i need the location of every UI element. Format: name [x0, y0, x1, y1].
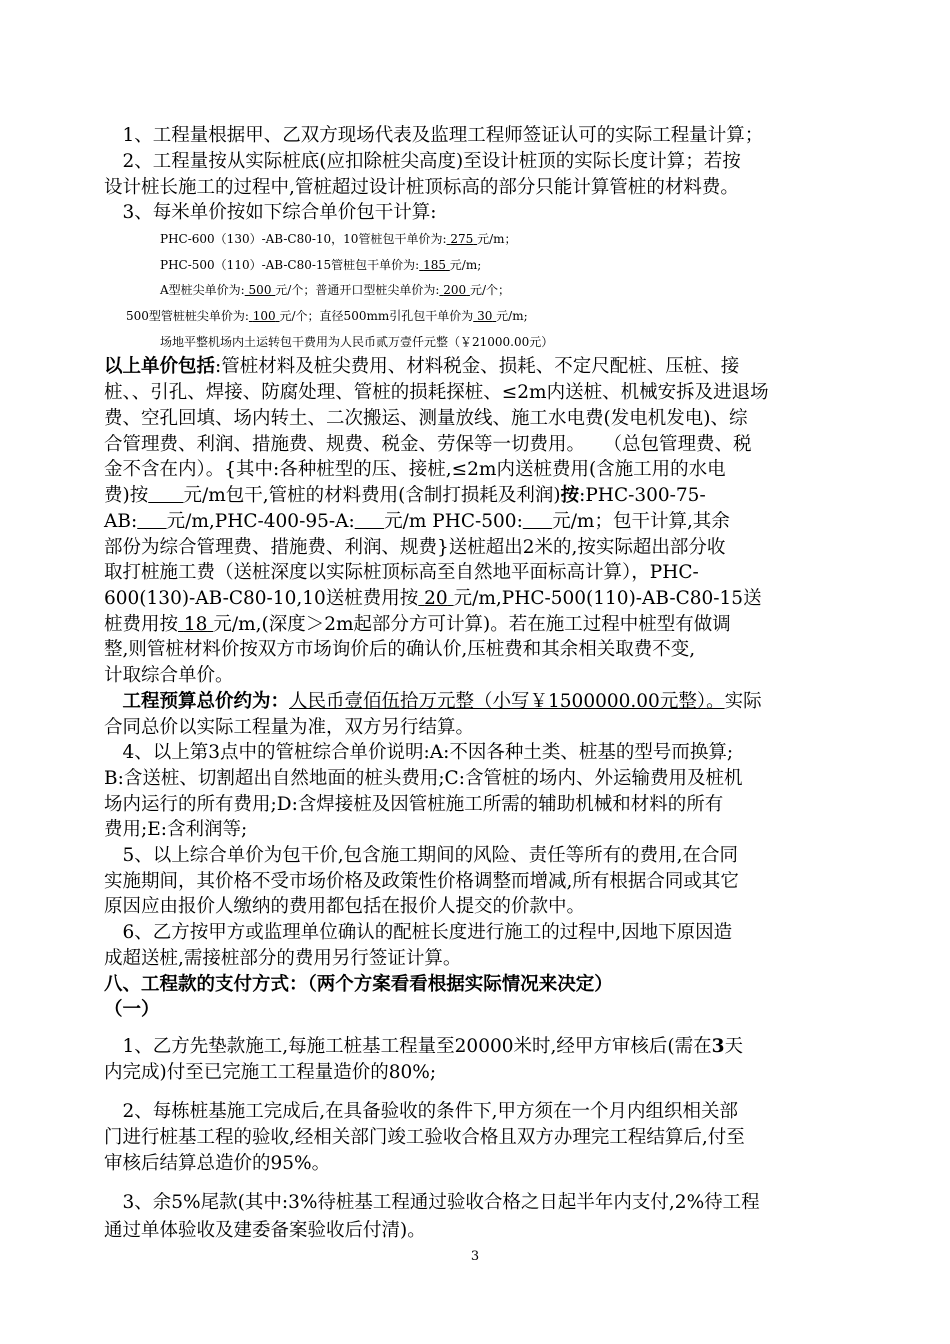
clause-4-d: 费用;E:含利润等;: [104, 819, 248, 840]
clause-6-b: 成超送桩,需接桩部分的费用另行签证计算。: [104, 948, 462, 969]
payment-1: 1、乙方先垫款施工,每施工桩基工程量至20000米时,经甲方审核后(需在3天: [104, 1036, 743, 1057]
price-includes-8: 部份为综合管理费、措施费、利润、规费}送桩超出2米的,按实际超出部分收: [104, 537, 726, 558]
payment-2: 2、每栋桩基施工完成后,在具备验收的条件下,甲方须在一个月内组织相关部: [104, 1101, 739, 1122]
value-phc600: 275: [450, 232, 474, 246]
clause-6: 6、乙方按甲方或监理单位确认的配桩长度进行施工的过程中,因地下原因造: [104, 922, 733, 943]
blank-field: [523, 511, 552, 532]
price-includes-2: 桩、、引孔、焊接、防腐处理、管桩的损耗探桩、≤2m内送桩、机械安拆及进退场: [104, 382, 769, 403]
blank-field: [148, 485, 183, 506]
clause-2: 2、工程量按从实际桩底(应扣除桩尖高度)至设计桩顶的实际长度计算；若按: [104, 151, 741, 172]
value-tip-a: 500: [248, 283, 272, 297]
payment-3-cont: 通过单体验收及建委备案验收后付清)。: [104, 1220, 426, 1241]
value-extra-pile-500: 18: [183, 614, 208, 635]
price-includes-4: 合管理费、利润、措施费、规费、税金、劳保等一切费用。 （总包管理费、税: [104, 434, 752, 455]
blank-field: [355, 511, 384, 532]
plan-one-heading: （一）: [104, 999, 160, 1020]
payment-2-b: 门进行桩基工程的验收,经相关部门竣工验收合格且双方办理完工程结算后,付至: [104, 1127, 745, 1148]
payment-3: 3、余5%尾款(其中:3%待桩基工程通过验收合格之日起半年内支付,2%待工程: [104, 1192, 760, 1213]
price-includes: 以上单价包括:管桩材料及桩尖费用、材料税金、损耗、不定尺配桩、压桩、接: [104, 356, 740, 377]
price-includes-11: 桩费用按 18 元/m,(深度＞2m起部分方可计算)。若在施工过程中桩型有做调: [104, 614, 731, 635]
price-includes-5: 金不含在内）。{其中:各种桩型的压、接桩,≤2m内送桩费用(含施工用的水电: [104, 459, 726, 480]
price-includes-3: 费、空孔回填、场内转土、二次搬运、测量放线、施工水电费(发电机发电)、综: [104, 408, 748, 429]
payment-2-c: 审核后结算总造价的95%。: [104, 1153, 331, 1174]
clause-5-c: 原因应由报价人缴纳的费用都包括在报价人提交的价款中。: [104, 896, 586, 917]
blank-field: [137, 511, 166, 532]
value-pre-hole: 30: [477, 309, 493, 323]
total-budget: 工程预算总价约为：人民币壹佰伍拾万元整（小写￥1500000.00元整）。实际: [104, 691, 762, 712]
value-extra-pile-600: 20: [424, 588, 448, 609]
total-budget-cont: 合同总价以实际工程量为准，双方另行结算。: [104, 717, 475, 738]
clause-1: 1、工程量根据甲、乙双方现场代表及监理工程师签证认可的实际工程量计算；: [104, 125, 764, 146]
site-leveling-fee: 场地平整机场内土运转包干费用为人民币贰万壹仟元整（￥21000.00元）: [160, 335, 554, 349]
value-tip-open: 200: [443, 283, 467, 297]
price-phc600: PHC-600（130）-AB-C80-10，10管桩包干单价为: 275 元/m；: [160, 232, 517, 246]
price-pile-tip-500: 500型管桩桩尖单价为: 100 元/个；直径500mm引孔包干单价为 30 元/m;: [126, 309, 528, 323]
clause-5: 5、以上综合单价为包干价,包含施工期间的风险、责任等所有的费用,在合同: [104, 845, 739, 866]
clause-5-b: 实施期间，其价格不受市场价格及政策性价格调整而增减,所有根据合同或其它: [104, 871, 739, 892]
clause-4-b: B:含送桩、切割超出自然地面的桩头费用;C:含管桩的场内、外运输费用及桩机: [104, 768, 743, 789]
value-tip-500: 100: [252, 309, 276, 323]
price-includes-10: 600(130)-AB-C80-10,10送桩费用按 20 元/m,PHC-500(110)-AB-C80-15送: [104, 588, 762, 609]
payment-1-cont: 内完成)付至已完施工工程量造价的80%;: [104, 1062, 437, 1083]
clause-4-c: 场内运行的所有费用;D:含焊接桩及因管桩施工所需的辅助机械和材料的所有: [104, 794, 724, 815]
section-heading-payment: 八、工程款的支付方式：（两个方案看看根据实际情况来决定）: [104, 974, 613, 995]
price-includes-9: 取打桩施工费（送桩深度以实际桩顶标高至自然地平面标高计算），PHC-: [104, 562, 699, 583]
clause-3: 3、每米单价按如下综合单价包干计算:: [104, 202, 437, 223]
page-number: 3: [470, 1249, 480, 1264]
price-phc500: PHC-500（110）-AB-C80-15管桩包干单价为: 185 元/m;: [160, 258, 482, 272]
clause-4: 4、以上第3点中的管桩综合单价说明:A:不因各种土类、桩基的型号而换算;: [104, 742, 734, 763]
price-includes-7: AB: 元/m,PHC-400-95-A: 元/m PHC-500: 元/m；包干计算,其余: [104, 511, 730, 532]
value-phc500: 185: [423, 258, 446, 272]
price-includes-13: 计取综合单价。: [104, 665, 234, 686]
clause-2-cont: 设计桩长施工的过程中,管桩超过设计桩顶标高的部分只能计算管桩的材料费。: [104, 177, 739, 198]
price-pile-tip-a: A型桩尖单价为: 500 元/个；普通开口型桩尖单价为: 200 元/个；: [160, 283, 510, 297]
price-includes-12: 整,则管桩材料价按双方市场询价后的确认价,压桩费和其余相关取费不变,: [104, 639, 696, 660]
price-includes-6: 费)按 元/m包干,管桩的材料费用(含制打损耗及利润)按:PHC-300-75-: [104, 485, 706, 506]
